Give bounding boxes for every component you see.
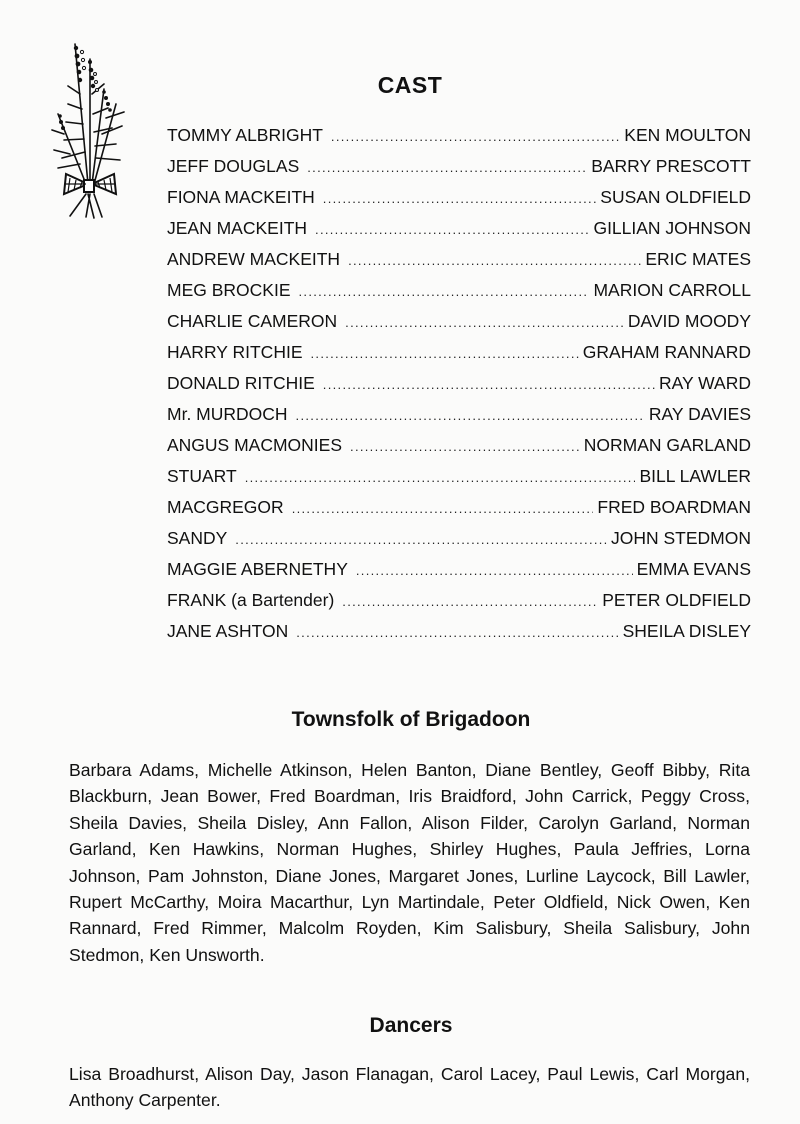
dot-leader — [331, 129, 620, 144]
cast-role: CHARLIE CAMERON — [167, 311, 338, 331]
cast-row — [167, 435, 751, 466]
cast-actor: BILL LAWLER — [639, 466, 751, 486]
cast-row — [167, 497, 751, 528]
dot-leader — [296, 625, 618, 640]
dot-leader — [235, 532, 607, 547]
dot-leader — [311, 346, 579, 361]
dot-leader — [345, 315, 624, 330]
cast-actor: SUSAN OLDFIELD — [600, 187, 751, 207]
dancers-title: Dancers — [369, 1014, 453, 1037]
cast-row — [167, 590, 751, 621]
cast-role: HARRY RITCHIE — [167, 342, 303, 362]
cast-actor: SHEILA DISLEY — [622, 621, 751, 641]
dot-leader — [348, 253, 641, 268]
cast-actor: KEN MOULTON — [624, 125, 751, 145]
cast-role: MEG BROCKIE — [167, 280, 291, 300]
cast-role: FRANK (a Bartender) — [167, 590, 335, 610]
dot-leader — [245, 470, 636, 485]
dot-leader — [342, 594, 598, 609]
cast-actor: BARRY PRESCOTT — [591, 156, 751, 176]
cast-role: DONALD RITCHIE — [167, 373, 315, 393]
cast-role: MACGREGOR — [167, 497, 284, 517]
cast-title: CAST — [377, 72, 443, 98]
cast-actor: RAY WARD — [658, 373, 751, 393]
cast-row — [167, 249, 751, 280]
cast-row — [167, 125, 751, 156]
dancers-list: Lisa Broadhurst, Alison Day, Jason Flanagan, Carol Lacey, Paul Lewis, Carl Morgan, Anthony Carpenter. — [69, 1064, 750, 1111]
dot-leader — [323, 191, 596, 206]
dot-leader — [315, 222, 589, 237]
dot-leader — [296, 408, 645, 423]
cast-role: SANDY — [167, 528, 228, 548]
cast-role: ANDREW MACKEITH — [167, 249, 341, 269]
cast-row — [167, 342, 751, 373]
cast-role: ANGUS MACMONIES — [167, 435, 343, 455]
cast-role: JEFF DOUGLAS — [167, 156, 300, 176]
cast-list — [167, 125, 751, 652]
cast-row — [167, 280, 751, 311]
dot-leader — [292, 501, 594, 516]
cast-actor: JOHN STEDMON — [611, 528, 751, 548]
cast-row — [167, 466, 751, 497]
cast-role: MAGGIE ABERNETHY — [167, 559, 348, 579]
cast-actor: RAY DAVIES — [648, 404, 751, 424]
cast-actor: DAVID MOODY — [627, 311, 751, 331]
townsfolk-list: Barbara Adams, Michelle Atkinson, Helen Banton, Diane Bentley, Geoff Bibby, Rita Blackburn, Jean Bower, Fred Boardman, Iris Braidford, John Carrick, Peggy Cross, Sheila Davies, Sheila Disley, Ann Fallon, Alison Filder, Carolyn Garland, Norman Garland, Ken Hawkins, Norman Hughes, Shirley Hughes, Paula Jeffries, Lorna Johnson, Pam Johnston, Diane Jones, Margaret Jones, Lurline Laycock, Bill Lawler, Rupert McCarthy, Moira Macarthur, Lyn Martindale, Peter Oldfield, Nick Owen, Ken Rannard, Fred Rimmer, Malcolm Royden, Kim Salisbury, Sheila Salisbury, John Stedmon, Ken Unsworth. — [69, 760, 750, 965]
cast-role: JEAN MACKEITH — [167, 218, 308, 238]
cast-role: STUART — [167, 466, 237, 486]
cast-row — [167, 404, 751, 435]
cast-actor: ERIC MATES — [645, 249, 751, 269]
dot-leader — [356, 563, 633, 578]
cast-actor: NORMAN GARLAND — [583, 435, 751, 455]
cast-row — [167, 621, 751, 652]
cast-row — [167, 528, 751, 559]
cast-role: JANE ASHTON — [167, 621, 289, 641]
dot-leader — [307, 160, 587, 175]
cast-row — [167, 311, 751, 342]
cast-actor: MARION CARROLL — [593, 280, 751, 300]
townsfolk-title: Townsfolk of Brigadoon — [291, 708, 531, 731]
cast-actor: PETER OLDFIELD — [602, 590, 751, 610]
cast-role: TOMMY ALBRIGHT — [167, 125, 323, 145]
dot-leader — [323, 377, 655, 392]
cast-row — [167, 559, 751, 590]
cast-role: Mr. MURDOCH — [167, 404, 288, 424]
cast-row — [167, 218, 751, 249]
dot-leader — [350, 439, 580, 454]
cast-row — [167, 373, 751, 404]
cast-actor: FRED BOARDMAN — [597, 497, 751, 517]
cast-actor: GILLIAN JOHNSON — [593, 218, 751, 238]
cast-actor: GRAHAM RANNARD — [582, 342, 751, 362]
cast-actor: EMMA EVANS — [636, 559, 751, 579]
cast-row — [167, 156, 751, 187]
heather-sprig-icon — [40, 34, 130, 219]
cast-row — [167, 187, 751, 218]
cast-role: FIONA MACKEITH — [167, 187, 315, 207]
dot-leader — [299, 284, 590, 299]
